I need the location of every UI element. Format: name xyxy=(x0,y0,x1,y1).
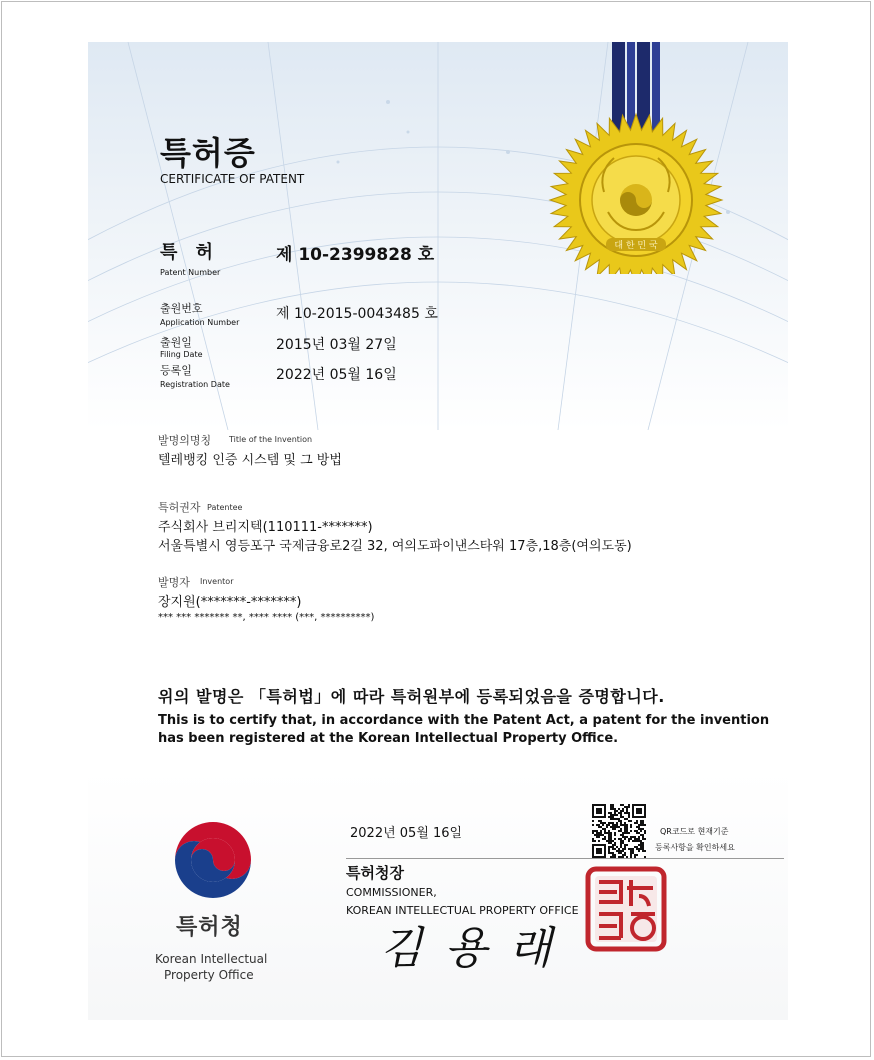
commissioner-title-en-1: COMMISSIONER, xyxy=(346,886,437,899)
application-number-label: 출원번호 xyxy=(160,302,203,315)
kipo-taegeuk-logo xyxy=(172,820,254,900)
filing-date-label: 출원일 xyxy=(160,336,192,349)
registration-date-value: 2022년 05월 16일 xyxy=(276,367,397,383)
patentee-address: 서울특별시 영등포구 국제금융로2길 32, 여의도파이낸스타워 17층,18층(여의도동) xyxy=(158,539,632,554)
patent-number-label: 특 허 xyxy=(160,242,220,263)
inventor-name: 장지원(*******-*******) xyxy=(158,595,302,610)
divider xyxy=(346,858,784,859)
qr-caption-2: 등록사항을 확인하세요 xyxy=(655,843,735,852)
kipo-name-en-1: Korean Intellectual xyxy=(155,952,268,966)
certification-statement-en-2: has been registered at the Korean Intellectual Property Office. xyxy=(158,731,619,746)
certificate-title-en: CERTIFICATE OF PATENT xyxy=(160,172,305,186)
filing-date-label-en: Filing Date xyxy=(160,350,203,359)
medal-text: 대 한 민 국 xyxy=(614,241,658,251)
inventor-label: 발명자 xyxy=(158,576,190,589)
application-number-label-en: Application Number xyxy=(160,318,240,327)
kipo-name-en-2: Property Office xyxy=(164,968,254,982)
commissioner-signature: 김 용 래 xyxy=(380,923,556,974)
gold-medal-seal xyxy=(548,42,724,274)
official-red-stamp xyxy=(585,866,667,952)
patentee-label: 특허권자 xyxy=(158,501,201,514)
invention-label: 발명의명칭 xyxy=(158,434,212,447)
patent-number-label-en: Patent Number xyxy=(160,268,221,277)
qr-code[interactable] xyxy=(592,804,646,858)
patentee-label-en: Patentee xyxy=(207,503,243,512)
registration-date-label-en: Registration Date xyxy=(160,380,230,389)
patent-number-value: 제 10-2399828 호 xyxy=(276,245,435,265)
filing-date-value: 2015년 03월 27일 xyxy=(276,337,397,353)
invention-title: 텔레뱅킹 인증 시스템 및 그 방법 xyxy=(158,453,342,468)
qr-caption-1: QR코드로 현재기준 xyxy=(660,827,729,836)
patentee-name: 주식회사 브리지텍(110111-*******) xyxy=(158,520,373,535)
commissioner-title-en-2: KOREAN INTELLECTUAL PROPERTY OFFICE xyxy=(346,904,579,917)
kipo-name-ko: 특허청 xyxy=(176,915,243,940)
registration-date-label: 등록일 xyxy=(160,364,192,377)
inventor-label-en: Inventor xyxy=(200,577,234,586)
issue-date: 2022년 05월 16일 xyxy=(350,826,463,841)
certification-statement-ko: 위의 발명은 「특허법」에 따라 특허원부에 등록되었음을 증명합니다. xyxy=(158,687,665,706)
certification-statement-en-1: This is to certify that, in accordance with the Patent Act, a patent for the invention xyxy=(158,713,770,728)
inventor-address: *** *** ******* **, **** **** (***, **********) xyxy=(158,612,375,623)
invention-label-en: Title of the Invention xyxy=(229,435,313,444)
application-number-value: 제 10-2015-0043485 호 xyxy=(276,306,438,322)
commissioner-title-ko: 특허청장 xyxy=(346,864,404,882)
certificate-title: 특허증 xyxy=(160,134,256,172)
